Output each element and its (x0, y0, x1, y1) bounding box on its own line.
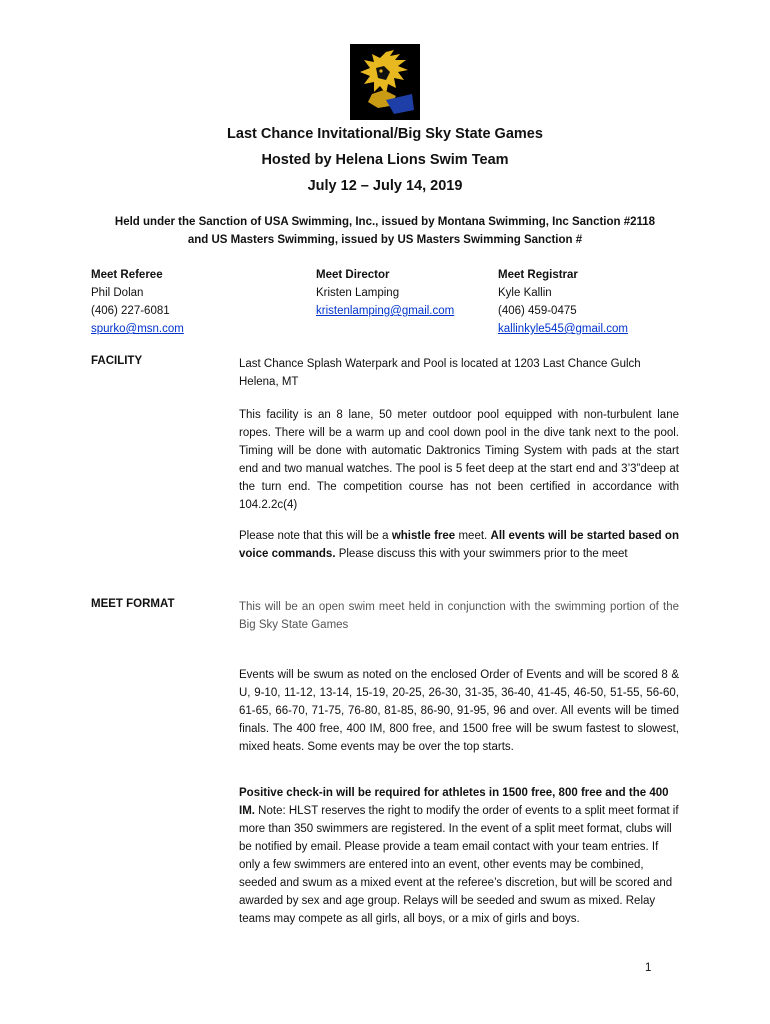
referee-phone: (406) 227-6081 (91, 305, 170, 317)
meet-format-label: MEET FORMAT (91, 598, 175, 610)
referee-email-link[interactable]: spurko@msn.com (91, 323, 184, 335)
registrar-email-link[interactable]: kallinkyle545@gmail.com (498, 323, 628, 335)
check-in-rest: Note: HLST reserves the right to modify the order of events to a split meet format if more than 350 swimmers are registered. In the event of a split meet format, clubs will be notified by email. Please provide a team email contact with your team entries. If only a few swimmers are entered into an event, other events may be combined, seeded and swum as a mixed event at the referee’s discretion, but will be scored and awarded by sex and age group. Relays will be seeded and swum as mixed. Relay teams may compete as all girls, all boys, or a mix of girls and boys. (239, 805, 679, 925)
whistle-free-note (239, 527, 679, 563)
registrar-name: Kyle Kallin (498, 287, 552, 299)
check-in-note (239, 784, 679, 928)
lion-logo (350, 44, 420, 120)
title-line-3: July 12 – July 14, 2019 (307, 178, 463, 194)
sanction-line-1: Held under the Sanction of USA Swimming, Inc., issued by Montana Swimming, Inc Sanction #2118 (114, 216, 656, 228)
director-heading: Meet Director (316, 269, 390, 281)
page-number: 1 (645, 962, 652, 974)
director-name: Kristen Lamping (316, 287, 400, 299)
registrar-heading: Meet Registrar (498, 269, 578, 281)
facility-location-text: Last Chance Splash Waterpark and Pool is located at 1203 Last Chance Gulch Helena, MT (239, 358, 641, 388)
whistle-note-part-e: Please discuss this with your swimmers prior to the meet (335, 548, 628, 560)
whistle-note-bold-d: All events will be started based on voice commands. (239, 530, 679, 560)
whistle-note-part-c: meet. (455, 530, 491, 542)
registrar-phone: (406) 459-0475 (498, 305, 577, 317)
meet-format-intro-text: This will be an open swim meet held in conjunction with the swimming portion of the Big Sky State Games (239, 601, 679, 631)
referee-contact (91, 266, 184, 338)
whistle-note-part-a: Please note that this will be a (239, 530, 392, 542)
whistle-note-bold-a: whistle free (391, 530, 456, 542)
title-line-1: Last Chance Invitational/Big Sky State Games (227, 126, 543, 142)
title-line-2: Hosted by Helena Lions Swim Team (261, 152, 509, 168)
referee-heading: Meet Referee (91, 269, 163, 281)
facility-description-text: This facility is an 8 lane, 50 meter outdoor pool equipped with non-turbulent lane ropes. There will be a warm up and cool down pool in the dive tank next to the pool. Timing will be done with automatic Daktronics Timing System with pads at the start end and two manual watches. The pool is 5 feet deep at the start end and 3’3”deep at the turn end. The competition course has not been certified in accordance with 104.2.2c(4) (239, 409, 679, 511)
sanction-line-2: and US Masters Swimming, issued by US Masters Swimming Sanction # (187, 234, 583, 246)
facility-label: FACILITY (91, 355, 143, 367)
director-contact (316, 266, 454, 320)
director-email-link[interactable]: kristenlamping@gmail.com (316, 305, 455, 317)
scoring-text: Events will be swum as noted on the enclosed Order of Events and will be scored 8 & U, 9-10, 11-12, 13-14, 15-19, 20-25, 26-30, 31-35, 36-40, 41-45, 46-50, 51-55, 56-60, 61-65, 66-70, 71-75, 76-80, 81-85, 86-90, 91-95, 96 and over. All events will be timed finals. The 400 free, 400 IM, 800 free, and 1500 free will be swum fastest to slowest, mixed heats. Some events may be over the top starts. (239, 669, 679, 753)
referee-name: Phil Dolan (91, 287, 144, 299)
registrar-contact (498, 266, 628, 338)
check-in-bold: Positive check-in will be required for athletes in 1500 free, 800 free and the 400 IM. (239, 787, 669, 817)
